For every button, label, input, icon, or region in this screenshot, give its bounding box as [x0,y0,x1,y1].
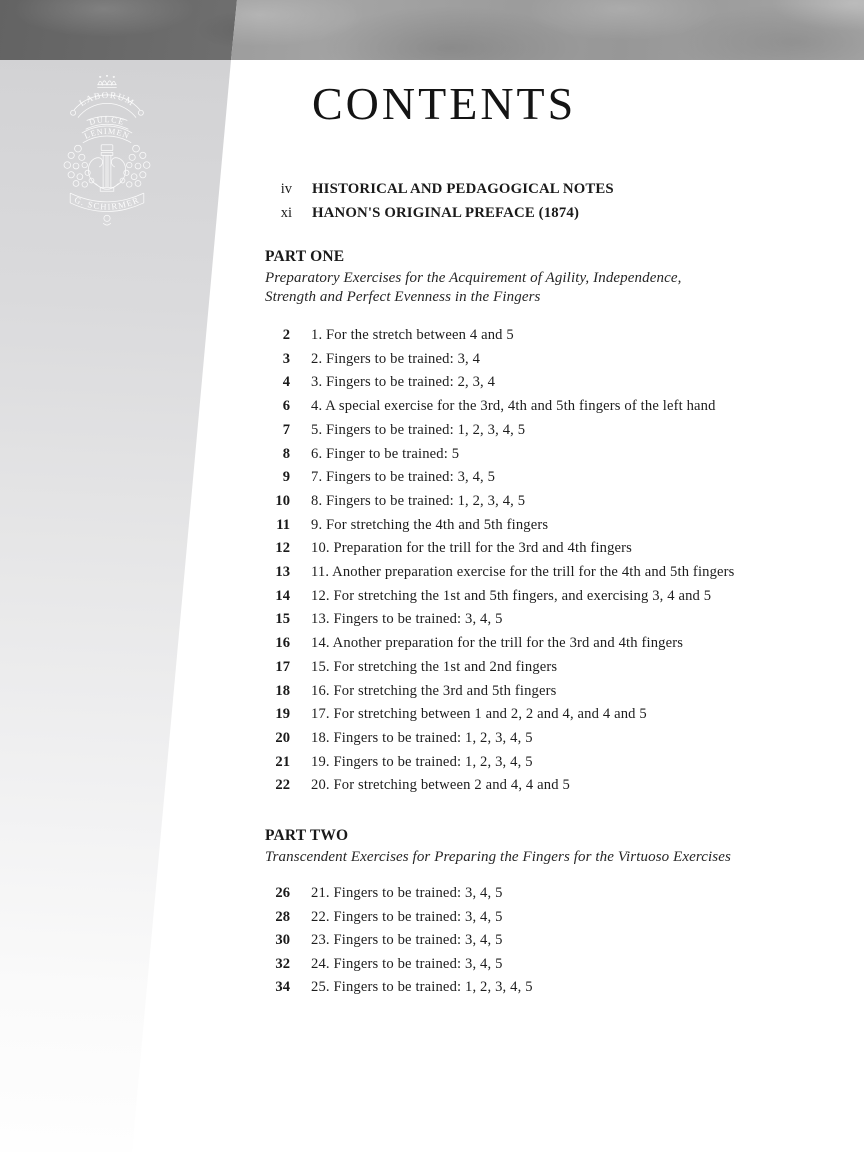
toc-entry-title: 5. Fingers to be trained: 1, 2, 3, 4, 5 [311,421,526,438]
toc-page-number: 15 [275,611,290,628]
toc-entry-row [256,656,735,680]
logo-motto-lenimen: LENIMEN [82,126,132,141]
toc-entry-row [256,929,533,953]
front-matter-page-number: iv [280,181,292,197]
publisher-logo [57,75,157,228]
front-matter-row [256,202,614,226]
toc-page-number: 19 [275,706,290,723]
toc-entry-title: 7. Fingers to be trained: 3, 4, 5 [311,469,496,486]
toc-entry-row [256,906,533,930]
toc-entry-row [256,490,735,514]
toc-page-number: 13 [275,564,290,581]
toc-entry-title: 11. Another preparation exercise for the trill for the 4th and 5th fingers [311,564,735,581]
logo-motto-laborum: LABORUM [77,89,137,109]
toc-list-part-one [256,324,735,798]
toc-page-number: 18 [275,682,290,699]
toc-page-number: 26 [275,885,290,901]
toc-page-number: 8 [282,445,290,462]
toc-entry-row [256,953,533,977]
toc-entry-title: 25. Fingers to be trained: 1, 2, 3, 4, 5 [311,979,533,995]
toc-entry-row [256,514,735,538]
toc-entry-title: 1. For the stretch between 4 and 5 [311,327,514,343]
toc-page-number: 9 [282,469,290,486]
part-two-subtitle [265,848,731,867]
toc-entry-title: 13. Fingers to be trained: 3, 4, 5 [311,611,503,628]
toc-entry-title: 2. Fingers to be trained: 3, 4 [311,350,481,367]
front-matter-list [256,178,614,226]
toc-entry-row [256,703,735,727]
toc-page-number: 11 [276,516,290,533]
toc-page-number: 3 [282,350,290,367]
part-subtitle-line: Transcendent Exercises for Preparing the Fingers for the Virtuoso Exercises [265,849,731,865]
logo-publisher-name: G. SCHIRMER [72,194,142,212]
part-one-heading: PART ONE [265,248,345,265]
toc-entry-title: 16. For stretching the 3rd and 5th fingers [311,682,557,699]
front-matter-row [256,178,614,202]
front-matter-page-number: xi [280,204,292,221]
toc-page-number: 10 [275,492,290,509]
part-subtitle-line: Preparatory Exercises for the Acquirement of Agility, Independence, [265,270,682,286]
toc-page-number: 28 [275,908,290,925]
part-two-heading: PART TWO [265,827,349,844]
toc-entry-title: 14. Another preparation for the trill for the 3rd and 4th fingers [311,635,684,652]
toc-entry-row [256,882,533,906]
toc-entry-title: 9. For stretching the 4th and 5th fingers [311,516,549,533]
toc-page-number: 30 [275,932,290,948]
toc-entry-row [256,371,735,395]
toc-entry-title: 18. Fingers to be trained: 1, 2, 3, 4, 5 [311,729,533,746]
toc-entry-title: 23. Fingers to be trained: 3, 4, 5 [311,932,503,948]
svg-text:LABORUM [77,90,136,108]
toc-entry-row [256,774,735,798]
toc-entry-row [256,608,735,632]
toc-entry-row [256,751,735,775]
svg-text:DULCE [88,115,126,127]
toc-entry-row [256,348,735,372]
toc-entry-title: 10. Preparation for the trill for the 3rd and 4th fingers [311,540,633,557]
toc-page-number: 32 [275,955,290,972]
toc-page-number: 14 [275,587,290,604]
toc-entry-row [256,443,735,467]
toc-page-number: 2 [282,327,290,343]
toc-entry-row [256,976,533,1000]
front-matter-title: HANON'S ORIGINAL PREFACE (1874) [312,204,580,221]
page-title: CONTENTS [312,78,577,129]
toc-page-number: 16 [275,635,290,652]
toc-entry-title: 21. Fingers to be trained: 3, 4, 5 [311,885,503,901]
toc-entry-title: 4. A special exercise for the 3rd, 4th and 5th fingers of the left hand [311,398,716,415]
toc-entry-title: 22. Fingers to be trained: 3, 4, 5 [311,908,503,925]
toc-entry-row [256,419,735,443]
part-one-header [265,247,681,307]
schirmer-emblem-icon [57,75,157,228]
toc-list-part-two [256,882,533,1000]
toc-entry-title: 3. Fingers to be trained: 2, 3, 4 [311,374,496,391]
toc-entry-row [256,561,735,585]
toc-entry-title: 8. Fingers to be trained: 1, 2, 3, 4, 5 [311,492,526,509]
toc-entry-row [256,466,735,490]
toc-page-number: 4 [282,374,290,391]
part-two-header [265,826,731,867]
toc-entry-title: 17. For stretching between 1 and 2, 2 and 4, and 4 and 5 [311,706,647,723]
toc-entry-title: 24. Fingers to be trained: 3, 4, 5 [311,955,503,972]
toc-page-number: 34 [275,979,290,995]
toc-entry-title: 20. For stretching between 2 and 4, 4 and 5 [311,777,570,794]
part-subtitle-line: Strength and Perfect Evenness in the Fingers [265,289,541,305]
toc-entry-row [256,680,735,704]
toc-entry-title: 15. For stretching the 1st and 2nd fingers [311,658,558,675]
toc-entry-row [256,324,735,348]
toc-page-number: 17 [275,658,290,675]
part-one-subtitle [265,269,681,307]
toc-entry-row [256,537,735,561]
toc-page-number: 20 [275,729,290,746]
toc-entry-title: 19. Fingers to be trained: 1, 2, 3, 4, 5 [311,753,533,770]
front-matter-title: HISTORICAL AND PEDAGOGICAL NOTES [312,181,614,197]
toc-page-number: 12 [275,540,290,557]
toc-entry-row [256,585,735,609]
top-smoke-band [0,0,864,60]
toc-page-number: 22 [275,777,290,794]
toc-page-number: 6 [282,398,290,415]
toc-entry-row [256,632,735,656]
logo-motto-dulce: DULCE [88,115,126,128]
svg-text:G. SCHIRMER [73,194,141,211]
toc-entry-title: 12. For stretching the 1st and 5th fingers, and exercising 3, 4 and 5 [311,587,712,604]
toc-entry-title: 6. Finger to be trained: 5 [311,445,460,462]
toc-page-number: 21 [275,753,290,770]
toc-entry-row [256,395,735,419]
toc-entry-row [256,727,735,751]
toc-page-number: 7 [282,421,290,438]
